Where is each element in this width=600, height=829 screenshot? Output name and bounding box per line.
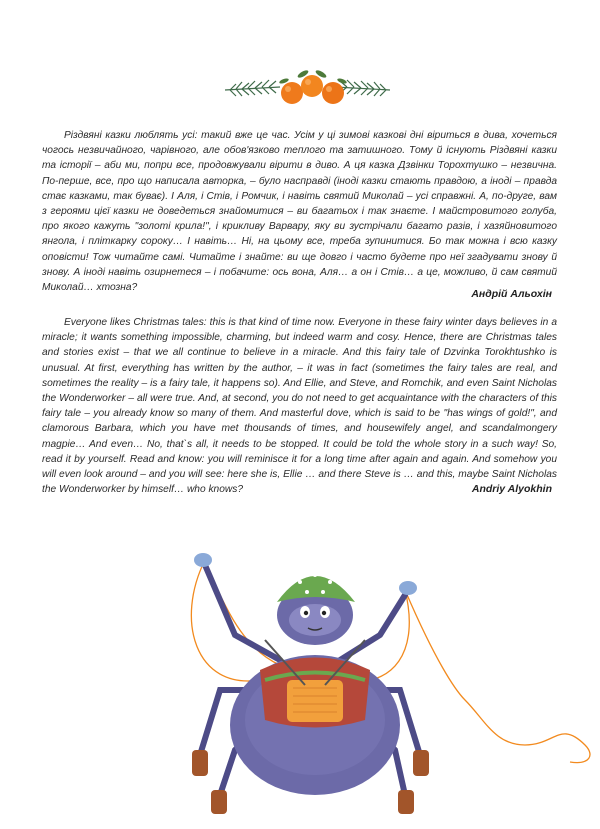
english-paragraph [42, 315, 557, 497]
english-text: Everyone likes Christmas tales: this is that kind of time now. Everyone in these fairy winter days believes in a miracle; it wants something impossible, charming, but indeed warm and cosy. Hence, there are Christmas tales and stories exist – that we all continue to believe in a miracle. And this fairy tale of Dzvinka Torokhtushko is unusual. At first, everything has written by the author, – it was in fact (sometimes the fairy tales are real, and sometimes the reality – is a fairy tale, it happens so). And Ellie, and Steve, and Romchik, and even Saint Nicholas the Wonderworker – all were true. And, at second, you do not need to get acquaintance with the characters of this fairy tale – you already know so many of them. And masterful dove, which is said to be "has wings of gold!", and clamorous Barbara, which you have met thousands of times, and housewifely angel, and scandalmongery magpie… And even… No, that`s all, it needs to be stopped. It could be told the whole story in a such way! So, read it by yourself. Read and know: you will reminisce it for a long time after again and again. And somehow you will even look around – and you will see: here she is, Ellie … and there Steve is … and this, maybe Saint Nicholas the Wonderworker by himself… who knows? [42, 317, 557, 496]
english-author: Andriy Alyokhin [471, 483, 552, 495]
knitting-spider-icon [165, 540, 600, 820]
tangerine-branch-icon [220, 60, 395, 115]
ukrainian-paragraph [42, 128, 557, 295]
ukrainian-text: Різдвяні казки люблять усі: такий вже це час. Усім у ці зимові казкові дні віриться в дива, хочеться чогось незвичайного, чарівного, але обов'язково теплого та затишного. Тому й існують Різдвяні казки та історії – аби ми, попри все, продовжували вірити в диво. А ця казка Дзвінки Торохтушко – незвична. По-перше, все, про що написала авторка, – було насправді (іноді казки стають правдою, а іноді – правда стає казками, так буває). І Аля, і Стів, і Ромчик, і навіть святий Миколай – усі справжні. А, по-друге, вам з героями цієї казки не доведеться знайомитися – ви багатьох і так знаєте. І майстровитого голуба, про якого кажуть "золоті крила!", і крикливу Варвару, яку ви зустрічали багато разів, і хазяйновитого янгола, і пліткарку сороку… І навіть… Ні, на цьому все, треба зупинитися. Бо так можна і всю казку оповісти! Тож читайте самі. Читайте і знайте: ви ще довго і часто будете про неї згадувати знову й знову. А іноді навіть озирнетеся – і побачите: ось вона, Аля… а он і Стів… а це, можливо, й сам святий Миколай… хтозна? [42, 130, 557, 294]
ukrainian-author: Андрій Альохін [471, 288, 552, 300]
tangerine-icon [322, 82, 344, 104]
tangerine-icon [281, 82, 303, 104]
tangerine-icon [301, 75, 323, 97]
